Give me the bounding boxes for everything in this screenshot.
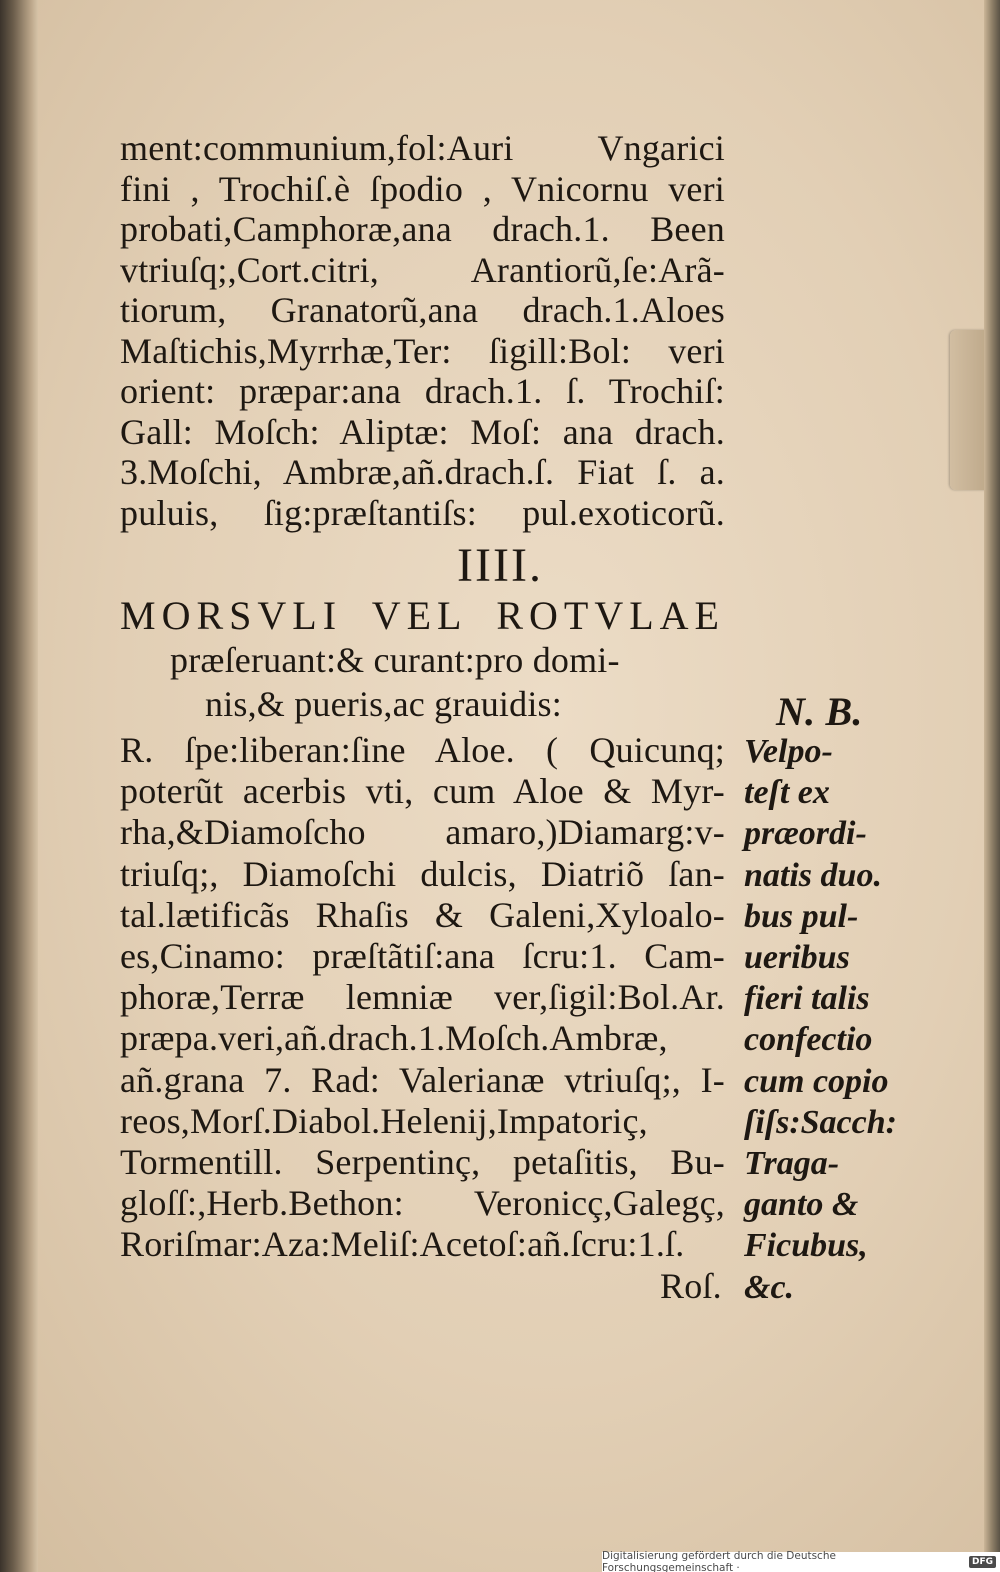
margin-note-line: teſt ex <box>744 774 830 812</box>
text-line: Gall: Moſch: Aliptæ: Moſ: ana drach. <box>120 411 725 452</box>
section-title: MORSVLI VEL ROTVLAE <box>120 593 725 638</box>
text-line: reos,Morſ.Diabol.Helenij,Impatoriç, <box>120 1100 648 1141</box>
text-line: vtriuſq;,Cort.citri, Arantiorũ,ſe:Arã- <box>120 249 725 290</box>
section-number: IIII. <box>457 539 543 592</box>
book-gutter <box>0 0 38 1572</box>
margin-note-line: &c. <box>744 1268 795 1306</box>
text-line: fini , Trochiſ.è ſpodio , Vnicornu veri <box>120 168 725 209</box>
margin-note-line: confectio <box>744 1021 873 1059</box>
margin-note-line: natis duo. <box>744 856 882 894</box>
text-line: gloſſ:,Herb.Bethon: Veronicç,Galegç, <box>120 1183 725 1224</box>
text-line: rha,&Diamoſcho amaro,)Diamarg:v- <box>120 812 725 853</box>
text-line: poterũt acerbis vti, cum Aloe & Myr- <box>120 771 725 812</box>
text-line: phoræ,Terræ lemniæ ver,ſigil:Bol.Ar. <box>120 977 725 1018</box>
text-line: præpa.veri,añ.drach.1.Moſch.Ambræ, <box>120 1018 668 1059</box>
section-subtitle-1: præſeruant:& curant:pro domi- <box>170 640 620 680</box>
footer-credit <box>602 1552 1000 1572</box>
text-line: puluis, ſig:præſtantiſs: pul.exoticorũ. <box>120 492 725 533</box>
margin-note-line: ueribus <box>744 939 850 976</box>
margin-note-line: Traga- <box>744 1145 840 1182</box>
section-subtitle-2: nis,& pueris,ac grauidis: <box>205 684 562 724</box>
text-line: R. ſpe:liberan:ſine Aloe. ( Quicunq; <box>120 730 725 770</box>
text-line: Maſtichis,Myrrhæ,Ter: ſigill:Bol: veri <box>120 330 725 371</box>
text-line: orient: præpar:ana drach.1. ſ. Trochiſ: <box>120 371 725 411</box>
text-line: triuſq;, Diamoſchi dulcis, Diatriõ ſan- <box>120 853 725 894</box>
dfg-logo: DFG <box>969 1556 996 1568</box>
footer-text: Digitalisierung gefördert durch die Deutsche Forschungsgemeinschaft · <box>602 1550 836 1572</box>
margin-note-line: cum copio <box>744 1062 889 1100</box>
fore-edge <box>984 0 1000 1572</box>
catchword: Roſ. <box>660 1266 722 1306</box>
margin-note-line: ganto & <box>744 1186 859 1224</box>
text-line: añ.grana 7. Rad: Valerianæ vtriuſq;, I- <box>120 1059 725 1100</box>
margin-note-line: bus pul- <box>744 897 859 935</box>
margin-note-line: Ficubus, <box>744 1227 868 1265</box>
text-line: probati,Camphoræ,ana drach.1. Been <box>120 209 725 249</box>
text-line: ment:communium,fol:Auri Vngarici <box>120 128 725 168</box>
text-line: 3.Moſchi, Ambræ,añ.drach.ſ. Fiat ſ. a. <box>120 452 725 492</box>
text-line: Roriſmar:Aza:Meliſ:Acetoſ:añ.ſcru:1.ſ. <box>120 1224 685 1265</box>
margin-note-line: præordi- <box>744 815 867 853</box>
text-line: tal.lætificãs Rhaſis & Galeni,Xyloalo- <box>120 894 725 935</box>
text-line: Tormentill. Serpentinç, petaſitis, Bu- <box>120 1142 725 1182</box>
margin-note-line: Velpo- <box>744 733 833 770</box>
margin-nb: N. B. <box>776 689 863 734</box>
margin-note-line: fieri talis <box>744 980 870 1018</box>
margin-note-line: ſiſs:Sacch: <box>744 1103 897 1141</box>
text-line: es,Cinamo: præſtãtiſ:ana ſcru:1. Cam- <box>120 936 725 976</box>
text-line: tiorum, Granatorũ,ana drach.1.Aloes <box>120 290 725 330</box>
